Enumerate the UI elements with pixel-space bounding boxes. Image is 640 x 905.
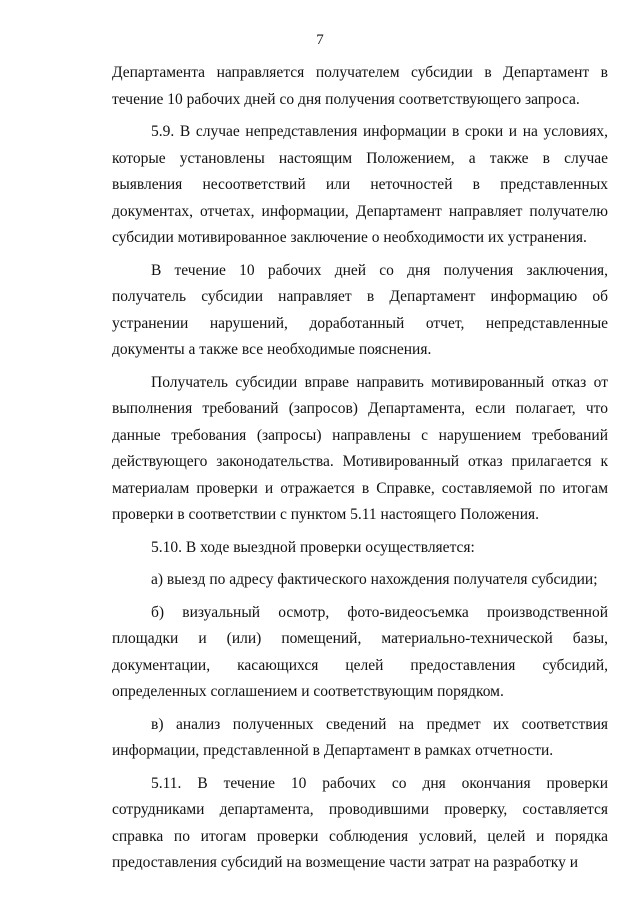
paragraph-continuation: Департамента направляется получателем субсидии в Департамент в течение 10 рабочих дней со дня получения соответствующего запроса. [112,64,608,108]
paragraph-response-period: В течение 10 рабочих дней со дня получения заключения, получатель субсидии направляет в Департамент информацию об устранении нарушений, доработанный отчет, непредставленные документы а также все необходимые пояснения. [112,261,608,358]
page-number: 7 [316,32,324,48]
paragraph-refusal: Получатель субсидии вправе направить мотивированный отказ от выполнения требований (запросов) Департамента, если полагает, что данные требования (запросы) направлены с нарушением требований действующего законодательства. Мотивированный отказ прилагается к материалам проверки и отражается в Справке, составляемой по итогам проверки в соответствии с пунктом 5.11 настоящего Положения. [112,373,608,523]
paragraph-5-10: 5.10. В ходе выездной проверки осуществляется: [151,538,475,556]
document-body [112,60,608,883]
paragraph-5-9: 5.9. В случае непредставления информации в сроки и на условиях, которые установлены настоящим Положением, а также в случае выявления несоответствий или неточностей в представленных документах, отчетах, информации, Департамент направляет получателю субсидии мотивированное заключение о необходимости их устранения. [112,123,608,246]
list-item-b: б) визуальный осмотр, фото-видеосъемка производственной площадки и (или) помещений, материально-технической базы, документации, касающихся целей предоставления субсидий, определенных соглашением и соответствующим порядком. [112,603,608,700]
list-item-c: в) анализ полученных сведений на предмет их соответствия информации, представленной в Департамент в рамках отчетности. [112,715,608,759]
list-item-a: а) выезд по адресу фактического нахождения получателя субсидии; [151,571,598,588]
paragraph-5-11: 5.11. В течение 10 рабочих со дня окончания проверки сотрудниками департамента, проводившими проверку, составляется справка по итогам проверки соблюдения условий, целей и порядка предоставления субсидий на возмещение части затрат на разработку и [112,774,608,871]
